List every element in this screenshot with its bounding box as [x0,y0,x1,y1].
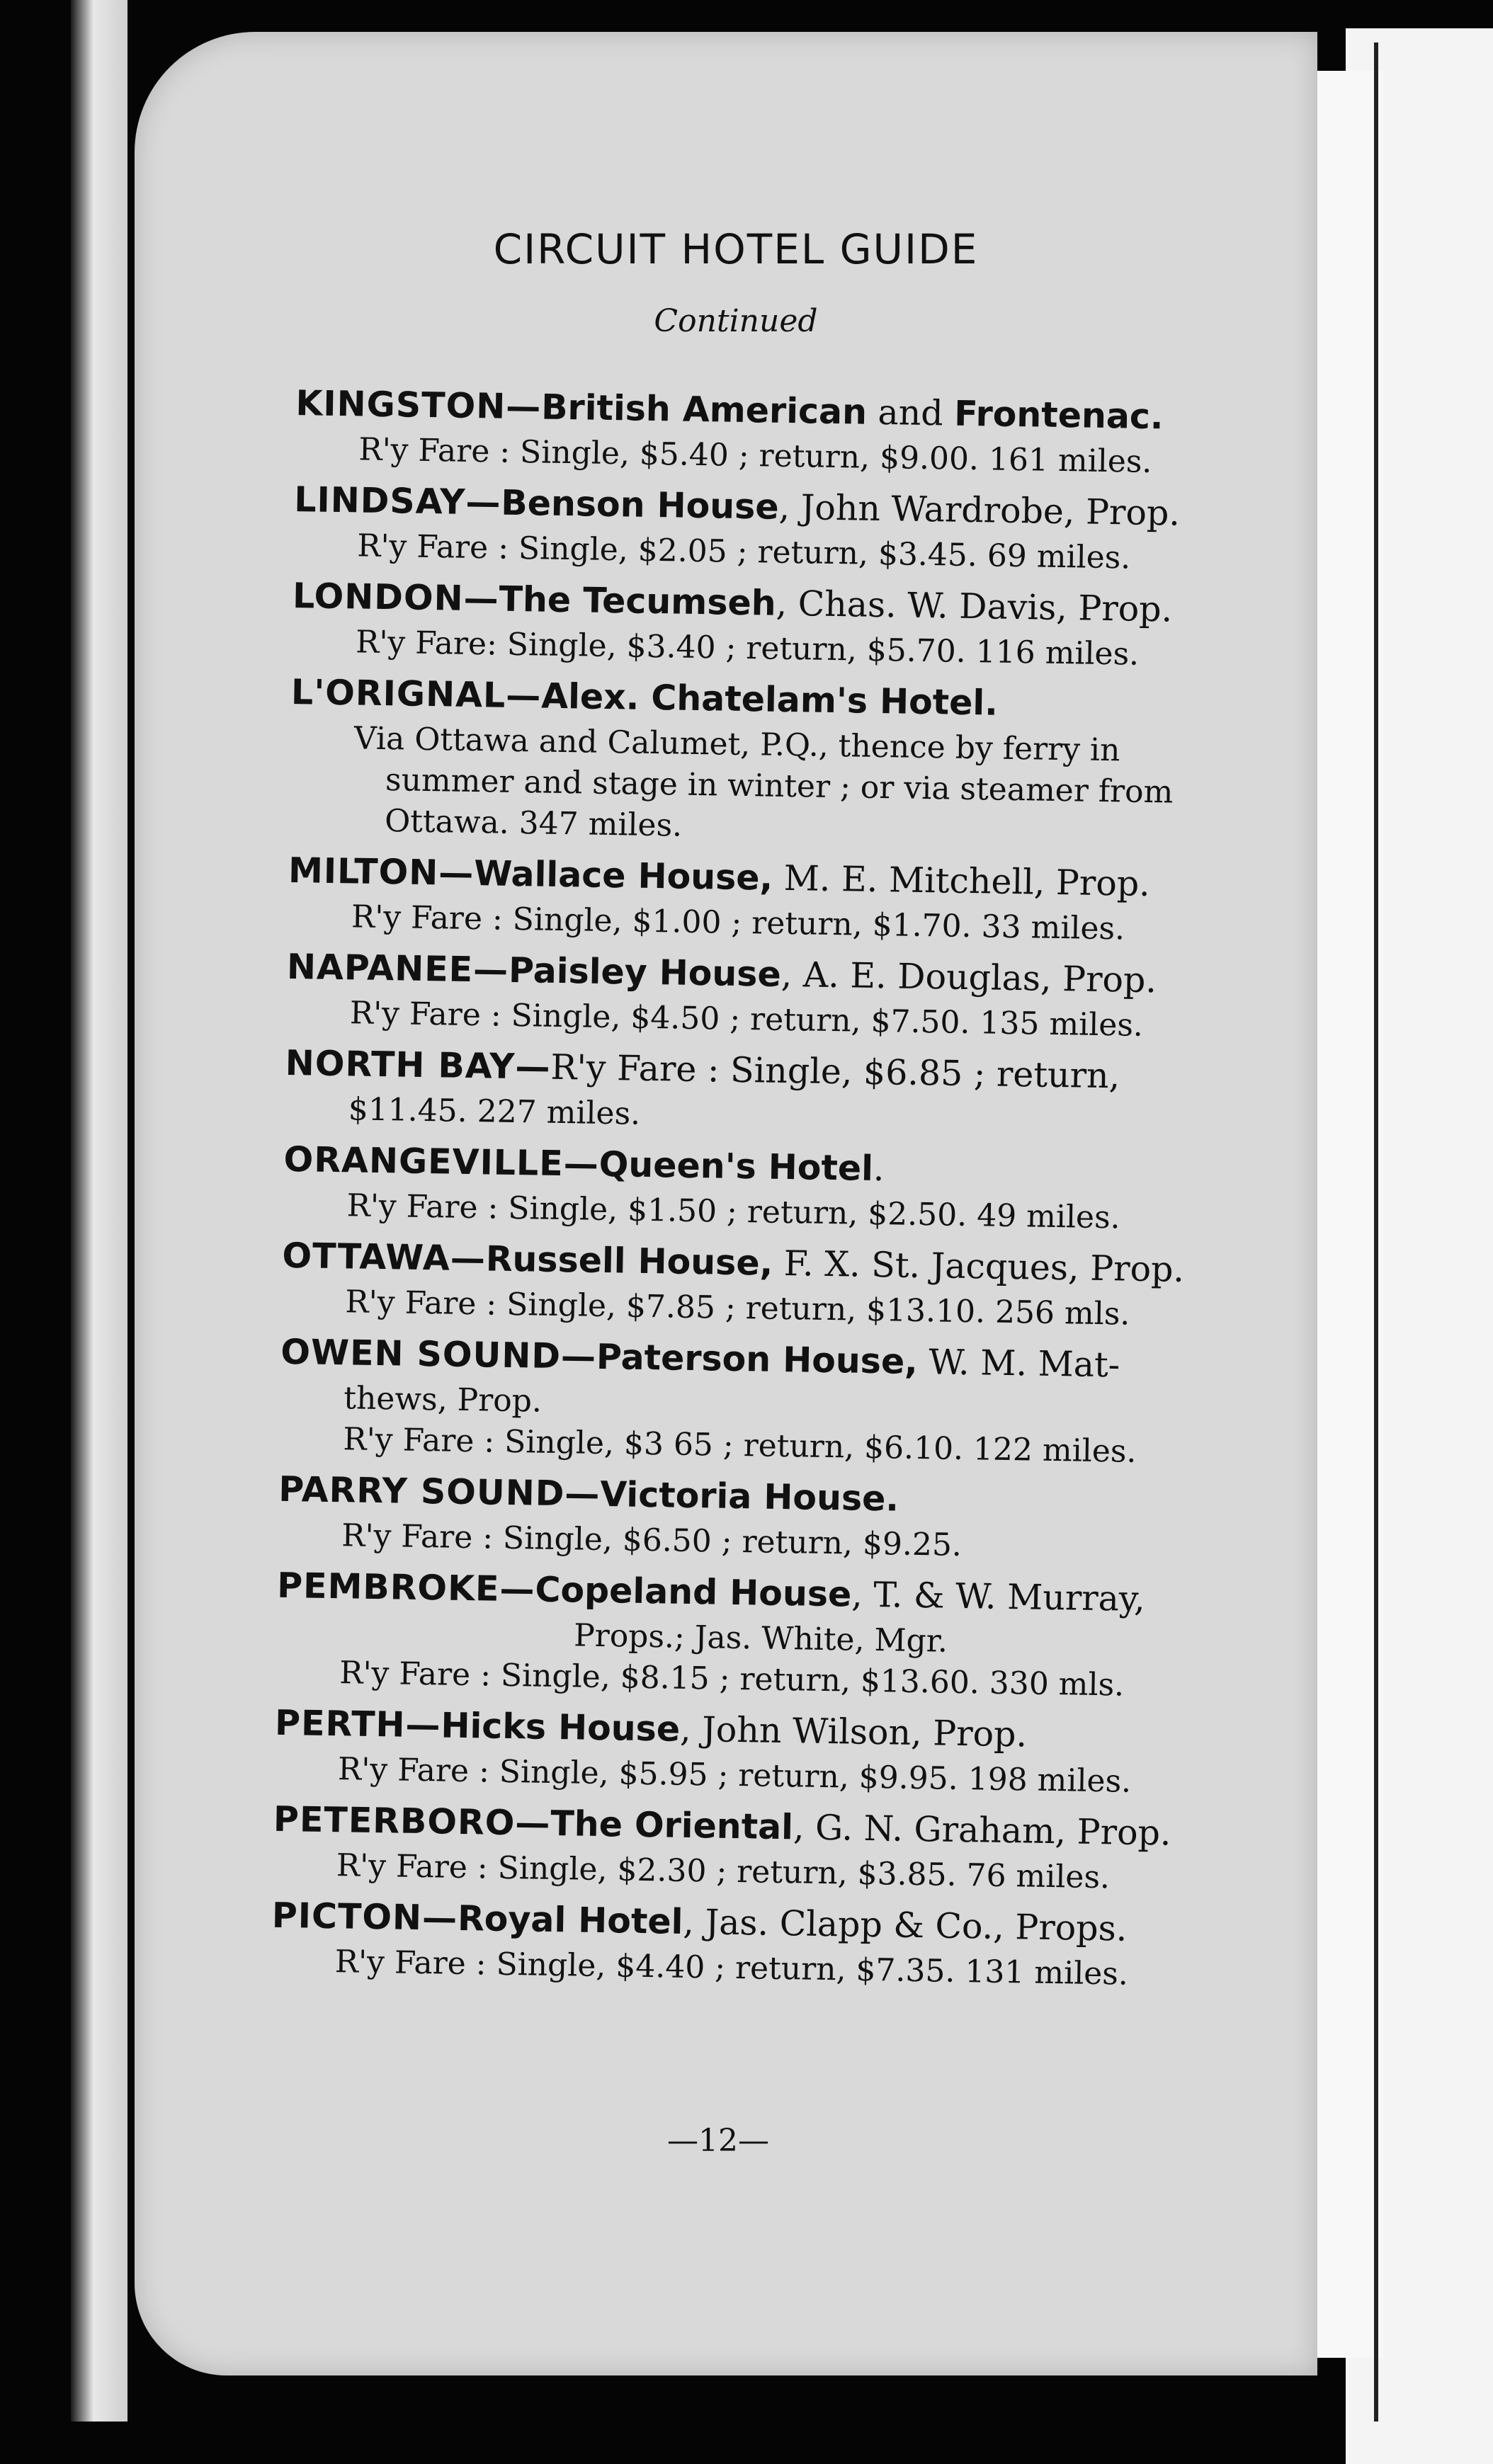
town-name: MILTON [288,850,439,894]
hotel-entry [295,379,1238,484]
hotel-entry [285,942,1229,1048]
town-name: PEMBROKE [276,1565,500,1609]
entry-details: , Jas. Clapp & Co., Props. [682,1901,1128,1949]
hotel-name: Wallace House, [473,853,773,899]
page-title: CIRCUIT HOTEL GUIDE [493,225,979,273]
hotel-name: Paisley House [508,949,782,995]
town-name: OTTAWA [282,1235,451,1279]
entry-details: . [873,1148,885,1190]
railway-fare: R'y Fare : Single, $5.95 ; return, $9.95. 198 miles. [337,1751,1132,1800]
hotel-entry [293,475,1237,581]
entry-details: R'y Fare : Single, $6.85 ; return, [550,1046,1120,1097]
town-name: PERTH [274,1702,406,1745]
town-name: KINGSTON [295,382,506,427]
hotel-name: Royal Hotel [457,1898,683,1942]
entry-details: , A. E. Douglas, Prop. [780,954,1157,1001]
entry-details: F. X. St. Jacques, Prop. [772,1243,1185,1290]
railway-fare: R'y Fare : Single, $1.00 ; return, $1.70. 33 miles. [351,899,1125,947]
hotel-entry-list [271,379,1238,2002]
hotel-name: The Oriental [550,1803,794,1848]
hotel-name-second: Frontenac. [953,393,1164,438]
railway-fare: R'y Fare : Single, $2.05 ; return, $3.45. 69 miles. [356,527,1131,576]
hotel-name: Hicks House [441,1705,681,1750]
hotel-name: Victoria House. [599,1473,899,1519]
travel-note-line: Via Ottawa and Calumet, P.Q., thence by ferry in [353,720,1120,769]
dash-separator: — [515,1046,551,1088]
railway-fare: R'y Fare : Single, $7.85 ; return, $13.10. 256 mls. [345,1284,1130,1333]
hotel-entry [281,1231,1225,1337]
hotel-name: Alex. Chatelam's Hotel. [540,675,999,724]
railway-fare: R'y Fare : Single, $6.50 ; return, $9.25. [341,1517,963,1563]
hotel-entry [274,1699,1217,1804]
dash-separator: — [505,386,542,428]
town-name: PICTON [271,1895,423,1939]
hotel-entry [292,571,1235,677]
hotel-entry [271,1891,1214,1997]
hotel-name: Queen's Hotel [598,1143,874,1189]
travel-note [289,717,1233,855]
binding-spine [1374,42,1378,2422]
page-subtitle: Continued [654,303,818,339]
dash-separator: — [472,949,509,991]
entry-details: and [866,392,955,434]
hotel-entry [288,846,1231,952]
town-name: NORTH BAY [285,1042,516,1087]
town-name: LINDSAY [293,479,466,523]
town-name: ORANGEVILLE [283,1139,564,1185]
town-name: LONDON [292,575,465,619]
hotel-entry [279,1328,1223,1474]
railway-fare: R'y Fare : Single, $8.15 ; return, $13.60. 330 mls. [339,1655,1125,1704]
travel-note-line: Ottawa. 347 miles. [384,803,683,844]
entry-details: W. M. Mat- [917,1341,1120,1386]
railway-fare: R'y Fare : Single, $2.30 ; return, $3.85. 76 miles. [336,1847,1111,1896]
hotel-entry [289,668,1234,855]
dash-separator: — [514,1803,551,1844]
dash-separator: — [563,1143,600,1185]
town-name: OWEN SOUND [280,1331,562,1377]
hotel-entry [278,1465,1221,1570]
hotel-entry [284,1039,1227,1144]
dash-separator: — [405,1704,441,1746]
dash-separator: — [465,481,501,523]
page-number: —12— [667,2123,769,2159]
dash-separator: — [564,1473,601,1515]
dash-separator: — [438,852,475,894]
railway-fare: R'y Fare: Single, $3.40 ; return, $5.70. 116 miles. [355,624,1140,673]
railway-fare: R'y Fare : Single, $5.40 ; return, $9.00. 161 miles. [358,431,1152,480]
hotel-entry [283,1135,1226,1240]
dash-separator: — [421,1898,458,1939]
town-name: L'ORIGNAL [290,671,506,716]
hotel-name: Paterson House, [596,1336,919,1382]
hotel-name: British American [540,387,868,433]
dash-separator: — [505,675,542,717]
hotel-name: The Tecumseh [499,578,777,624]
entry-continuation: $11.45. 227 miles. [348,1091,641,1132]
dash-separator: — [463,578,500,620]
hotel-entry [276,1561,1220,1708]
dash-separator: — [450,1238,487,1279]
town-name: PETERBORO [273,1798,516,1844]
dash-separator: — [499,1568,535,1610]
town-name: NAPANEE [286,946,474,991]
entry-details: , T. & W. Murray, [851,1574,1146,1620]
hotel-entry [273,1795,1216,1900]
town-name: PARRY SOUND [278,1468,565,1515]
entry-details: , Chas. W. Davis, Prop. [776,583,1173,630]
entry-details: , G. N. Graham, Prop. [793,1807,1171,1854]
hotel-name: Benson House [500,482,780,527]
railway-fare: R'y Fare : Single, $4.50 ; return, $7.50. 135 miles. [349,995,1144,1044]
entry-details: M. E. Mitchell, Prop. [772,857,1151,905]
hotel-name: Russell House, [485,1238,773,1284]
left-book-edge [71,0,127,2422]
entry-details: , John Wardrobe, Prop. [778,486,1181,534]
railway-fare: R'y Fare : Single, $4.40 ; return, $7.35. 131 miles. [334,1944,1129,1992]
railway-fare: R'y Fare : Single, $3 65 ; return, $6.10. 122 miles. [343,1421,1137,1470]
entry-details: , John Wilson, Prop. [679,1709,1028,1755]
entry-continuation: Props.; Jas. White, Mgr. [573,1617,948,1660]
entry-continuation: thews, Prop. [343,1380,543,1420]
dash-separator: — [560,1336,597,1377]
railway-fare: R'y Fare : Single, $1.50 ; return, $2.50. 49 miles. [346,1187,1121,1236]
hotel-name: Copeland House [535,1569,852,1615]
travel-note-line: summer and stage in winter ; or via steamer from [385,762,1174,811]
